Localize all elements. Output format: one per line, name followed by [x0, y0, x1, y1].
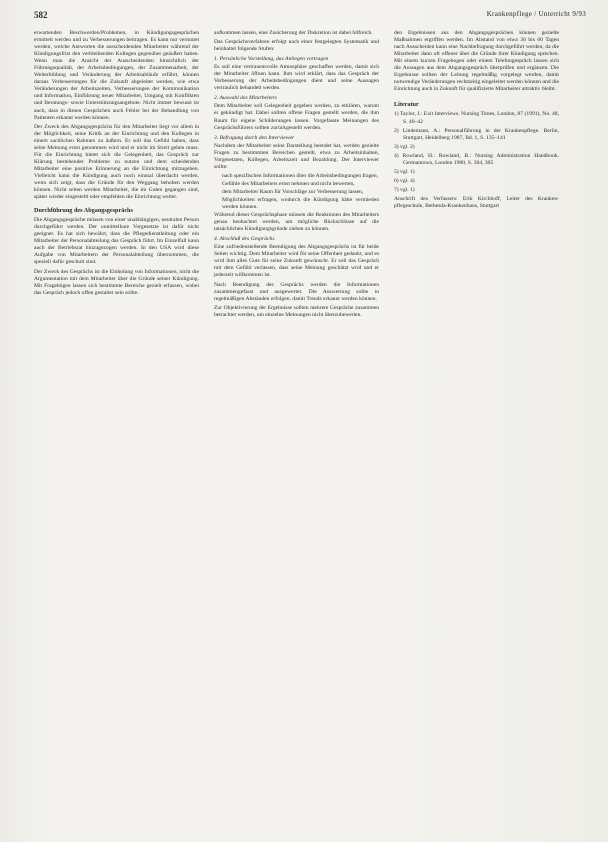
running-header [34, 10, 586, 24]
paragraph: Der Zweck des Abgangsgesprächs für den Mitarbeiter liegt vor allem in der Möglichkeit, seine Kritik an der Einrichtung und den Kollegen in einem sachlichen Rahmen zu äußern. Er soll das Gefühl haben, dass seine Meinung ernst genommen wird und er nicht im Streit gehen muss. Für die Einrichtung bietet sich die Gelegenheit, das Gespräch zur Klärung bestehender Probleme zu nutzen und dem scheidenden Mitarbeiter eine positive Erinnerung an die Einrichtung mitzugeben. Vielleicht kann die Kündigung auch noch einmal überdacht werden, wenn sich zeigt, dass die Gründe für den Weggang behoben werden können. Nicht selten werden Mitarbeiter, die im Guten gegangen sind, später wieder eingestellt oder empfehlen die Einrichtung weiter. [34, 123, 199, 201]
list-item: Möglichkeiten erfragen, wodurch die Kündigung hätte vermieden werden können. [222, 196, 379, 211]
list-item: Gefühle des Mitarbeiters ernst nehmen und nicht bewerten, [222, 180, 355, 187]
paragraph: Während dieser Gesprächsphase müssen die Reaktionen des Mitarbeiters genau beobachtet werden, um mögliche Rückschlüsse auf die tatsächlichen Kündigungsgründe ziehen zu können. [214, 212, 379, 233]
reference-item: 4) Rowland, H.: Rowland, B.: Nursing Administration Handbook. Germantown, London 1980, S. 304, 305 [394, 152, 559, 166]
reference-item: 2) Lindemann, A.: Personalführung in der Krankenpflege. Berlin, Stuttgart, Heidelberg 1987, Bd. 1, S. 135–141 [394, 127, 559, 141]
paragraph: Eine zufriedenstellende Beendigung des Abgangsgesprächs ist für beide Seiten wichtig. Dem Mitarbeiter wird für seine Offenheit gedankt, und es wird ihm alles Gute für seine Zukunft gewünscht. Er soll das Gespräch mit dem Gefühl verlassen, dass seine Meinung geschätzt wird und er jederzeit willkommen ist. [214, 244, 379, 279]
column-1 [34, 30, 199, 299]
paragraph: Nachdem der Mitarbeiter seine Darstellung beendet hat, werden gezielte Fragen zu bestimmten Bereichen gestellt, etwa zu Arbeitsinhalten, Vorgesetzten, Kollegen, Arbeitszeit und Bezahlung. Der Interviewer sollte: [214, 142, 379, 170]
paragraph: Die Abgangsgespräche müssen von einer unabhängigen, neutralen Person durchgeführt werden. Der unmittelbare Vorgesetzte ist dafür nicht geeignet. Es hat sich bewährt, dass die Pflegedienstleitung oder ein Mitarbeiter der Personalabteilung das Gespräch führt. Im Einzelfall kann auch der Betriebsrat hinzugezogen werden. In den USA wird diese Aufgabe von Mitarbeitern der Personalabteilung übernommen, die speziell dafür geschult sind. [34, 217, 199, 266]
reference-item: 5) vgl. 1) [394, 168, 415, 175]
paragraph: Der Zweck des Gesprächs ist die Einholung von Informationen, nicht die Argumentation mit dem Mitarbeiter über die Gründe seiner Kündigung. Mit Fragebögen lassen sich bestimmte Bereiche gezielt erfassen, wobei das Gespräch jedoch offen gestaltet sein sollte. [34, 268, 199, 296]
subsection-title: 4. Abschluß des Gesprächs [214, 236, 275, 243]
reference-item: 6) vgl. 4) [394, 177, 415, 184]
paragraph: Das Gesprächsverfahren erfolgt nach einer festgelegten Systematik und beinhaltet folgende Stufen: [214, 39, 379, 53]
author-address: Anschrift des Verfassers: Erik Kirchhoff, Leiter des Krankenpflegeschule, Bethesda-Krankenhaus, Stuttgart [394, 195, 559, 209]
paragraph: Dem Mitarbeiter soll Gelegenheit gegeben werden, zu erklären, warum er gekündigt hat. Dabei sollten offene Fragen gestellt werden, die ihm Raum für eigene Schilderungen lassen. Vorgefasste Meinungen des Gesprächsführers sollten zurückgestellt werden. [214, 103, 379, 131]
subsection-title: 2. Auswahl des Mitarbeiters [214, 95, 277, 102]
paragraph: Nach Beendigung des Gesprächs werden die Informationen zusammengefasst und ausgewertet. Die Auswertung sollte in regelmäßigen Abständen erfolgen, damit Trends erkannt werden können. [214, 281, 379, 302]
subsection-title: 3. Befragung durch den Interviewer [214, 134, 295, 141]
paragraph: aufkommen lassen, eine Zusicherung der Diskretion ist dabei hilfreich. [214, 30, 373, 36]
journal-title: Krankenpflege / Unterricht 9/93 [486, 10, 586, 18]
reference-item: 3) vgl. 2) [394, 143, 415, 150]
paragraph: Zur Objektivierung der Ergebnisse sollten mehrere Gespräche zusammen betrachtet werden, um einzelne Meinungen nicht überzubewerten. [214, 304, 379, 318]
page-number: 582 [34, 10, 48, 20]
paragraph: den Ergebnissen aus den Abgangsgesprächen können gezielte Maßnahmen ergriffen werden. Im Abstand von etwa 30 bis 60 Tagen nach Ausscheiden kann eine Nachbefragung durchgeführt werden, da die Mitarbeiter dann oft offener über die Gründe ihrer Kündigung sprechen. Mit einem kurzen Fragebogen oder einem Telefongespräch lassen sich die Aussagen aus dem Abgangsgespräch überprüfen und ergänzen. Die Ergebnisse sollten der Leitung regelmäßig vorgelegt werden, damit notwendige Veränderungen rechtzeitig eingeleitet werden können und die Einrichtung auch in Zukunft für qualifizierte Mitarbeiter attraktiv bleibt. [394, 30, 559, 93]
subsection-title: 1. Persönliche Vorstellung, das Anliegen vortragen [214, 56, 329, 63]
column-3 [394, 30, 559, 212]
reference-item: 7) vgl. 1) [394, 186, 415, 193]
section-heading: Durchführung des Abgangsgesprächs [34, 207, 133, 215]
list-item: nach spezifischen Informationen über die Arbeitsbedingungen fragen, [222, 172, 379, 179]
column-2 [214, 30, 379, 321]
reference-item: 1) Taylor, J.: Exit Interviews. Nursing Times, London, 87 (1991), No. 48, S. 40–42 [394, 111, 559, 125]
paragraph: Es soll eine vertrauensvolle Atmosphäre geschaffen werden, damit sich der Mitarbeiter öffnen kann. Ihm wird erklärt, dass das Gespräch der Verbesserung der Arbeitsbedingungen dient und seine Aussagen vertraulich behandelt werden. [214, 64, 379, 92]
list-item: dem Mitarbeiter Raum für Vorschläge zur Verbesserung lassen, [222, 188, 364, 195]
references-heading: Literatur [394, 101, 419, 109]
paragraph: erwartenden Beschwerden/Problemen, in Kündigungsgesprächen ermittelt werden und zu Verbesserungen beitragen. Es kann nur vermutet werden, welche Antworten die ausscheidenden Mitarbeiter während der Kündigungsfrist den verbleibenden Kollegen gegenüber geäußert haben. Wenn man die Ansicht der Ausscheidenden hinsichtlich der Führungsqualität, der Arbeitsbedingungen, der Zusammenarbeit, der Weiterbildung und Veränderung der Arbeitsabläufe erfährt, können daraus Verbesserungen für die Zukunft abgeleitet werden, wie etwa Veränderungen der Arbeitszeiten, Verbesserungen der Kommunikation und Information, Einführung neuer Mitarbeiter, Umgang mit Konflikten und Beratungs- sowie Unterstützungsangebote. Nicht immer bewusst ist auch, dass in diesen Gesprächen auch Fehler bei der Behandlung von Patienten erkannt werden können. [34, 30, 199, 121]
